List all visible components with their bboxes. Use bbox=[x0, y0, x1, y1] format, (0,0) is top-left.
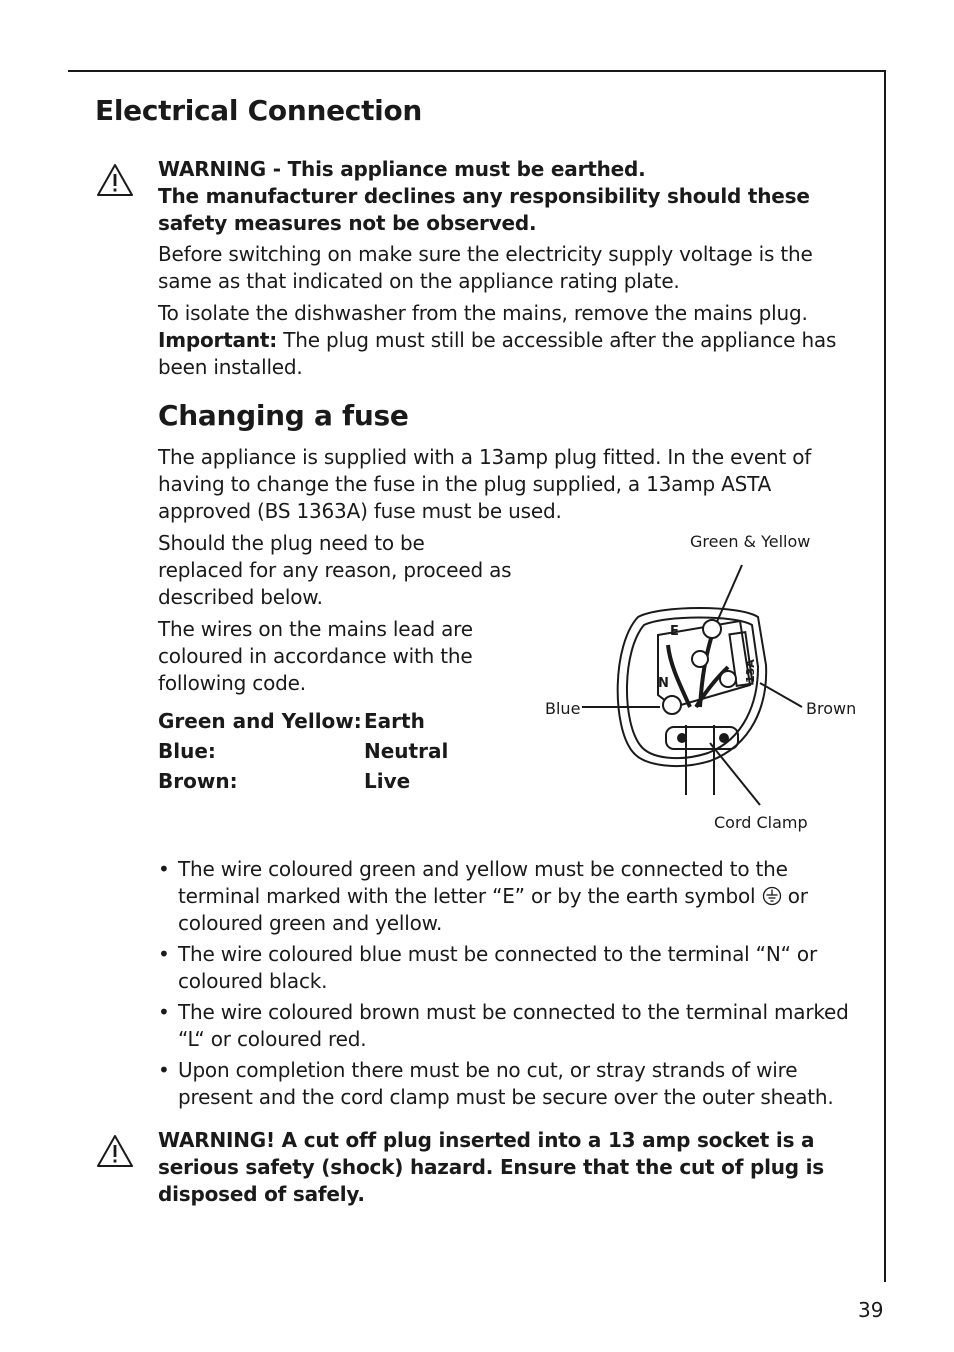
figure-label-blue: Blue bbox=[545, 699, 581, 718]
list-item bbox=[158, 941, 868, 995]
wire-colour-table bbox=[158, 709, 448, 799]
warning-2-text: WARNING! A cut off plug inserted into a 13 amp socket is a serious safety (shock) hazard. Ensure that the cut of plug is disposed of safely. bbox=[158, 1128, 825, 1206]
list-item bbox=[158, 999, 868, 1053]
table-row bbox=[158, 769, 448, 799]
wire-meaning: Neutral bbox=[364, 739, 449, 763]
section-heading-fuse: Changing a fuse bbox=[158, 399, 409, 432]
intro-para-2: To isolate the dishwasher from the mains, remove the mains plug. bbox=[158, 301, 808, 325]
bullet-dot: • bbox=[158, 857, 170, 881]
list-item bbox=[158, 856, 868, 937]
plug-wiring-diagram bbox=[540, 555, 870, 815]
wire-meaning: Live bbox=[364, 769, 411, 793]
intro-para-1: Before switching on make sure the electricity supply voltage is the same as that indicated on the appliance rating plate. bbox=[158, 242, 813, 293]
bullet-1-text-post: or coloured green and yellow. bbox=[178, 884, 808, 935]
warning-1-line-1: WARNING - This appliance must be earthed. bbox=[158, 157, 646, 181]
wire-colour: Brown: bbox=[158, 769, 238, 793]
wire-meaning: Earth bbox=[364, 709, 425, 733]
table-row bbox=[158, 709, 448, 739]
bullet-dot: • bbox=[158, 1000, 170, 1024]
warning-triangle-icon bbox=[96, 163, 134, 197]
fuse-para-3: The wires on the mains lead are coloured in accordance with the following code. bbox=[158, 617, 473, 695]
bullet-2-text: The wire coloured blue must be connected to the terminal “N“ or coloured black. bbox=[178, 942, 817, 993]
fuse-label: 13A bbox=[744, 659, 757, 683]
figure-label-earth: Green & Yellow bbox=[690, 532, 811, 551]
wire-colour: Green and Yellow: bbox=[158, 709, 362, 733]
important-label: Important: bbox=[158, 328, 278, 352]
table-row bbox=[158, 739, 448, 769]
earth-symbol-icon bbox=[762, 886, 782, 906]
bullet-dot: • bbox=[158, 1058, 170, 1082]
wire-colour: Blue: bbox=[158, 739, 216, 763]
important-text: The plug must still be accessible after the appliance has been installed. bbox=[158, 328, 837, 379]
right-rule bbox=[884, 70, 886, 1282]
figure-label-brown: Brown bbox=[806, 699, 857, 718]
warning-1-block bbox=[158, 156, 868, 237]
terminal-e-label: E bbox=[670, 624, 679, 639]
warning-1-line-2: The manufacturer declines any responsibility should these safety measures not be observed. bbox=[158, 184, 810, 235]
list-item bbox=[158, 1057, 868, 1111]
top-rule bbox=[68, 70, 886, 72]
fuse-para-2: Should the plug need to be replaced for any reason, proceed as described below. bbox=[158, 531, 512, 609]
wiring-instructions-list bbox=[158, 856, 868, 1115]
warning-triangle-icon bbox=[96, 1134, 134, 1168]
terminal-n-label: N bbox=[658, 676, 669, 691]
bullet-3-text: The wire coloured brown must be connected to the terminal marked “L“ or coloured red. bbox=[178, 1000, 849, 1051]
intro-para-2-block bbox=[158, 300, 838, 381]
figure-label-cord-clamp: Cord Clamp bbox=[714, 813, 808, 832]
bullet-1-text-pre: The wire coloured green and yellow must be connected to the terminal marked with the letter “E” or by the earth symbol bbox=[178, 857, 788, 908]
bullet-4-text: Upon completion there must be no cut, or stray strands of wire present and the cord clamp must be secure over the outer sheath. bbox=[178, 1058, 834, 1109]
fuse-para-1: The appliance is supplied with a 13amp plug fitted. In the event of having to change the fuse in the plug supplied, a 13amp ASTA approved (BS 1363A) fuse must be used. bbox=[158, 445, 812, 523]
important-note bbox=[158, 327, 838, 381]
page-number: 39 bbox=[858, 1298, 884, 1322]
bullet-dot: • bbox=[158, 942, 170, 966]
page-title: Electrical Connection bbox=[95, 94, 423, 127]
